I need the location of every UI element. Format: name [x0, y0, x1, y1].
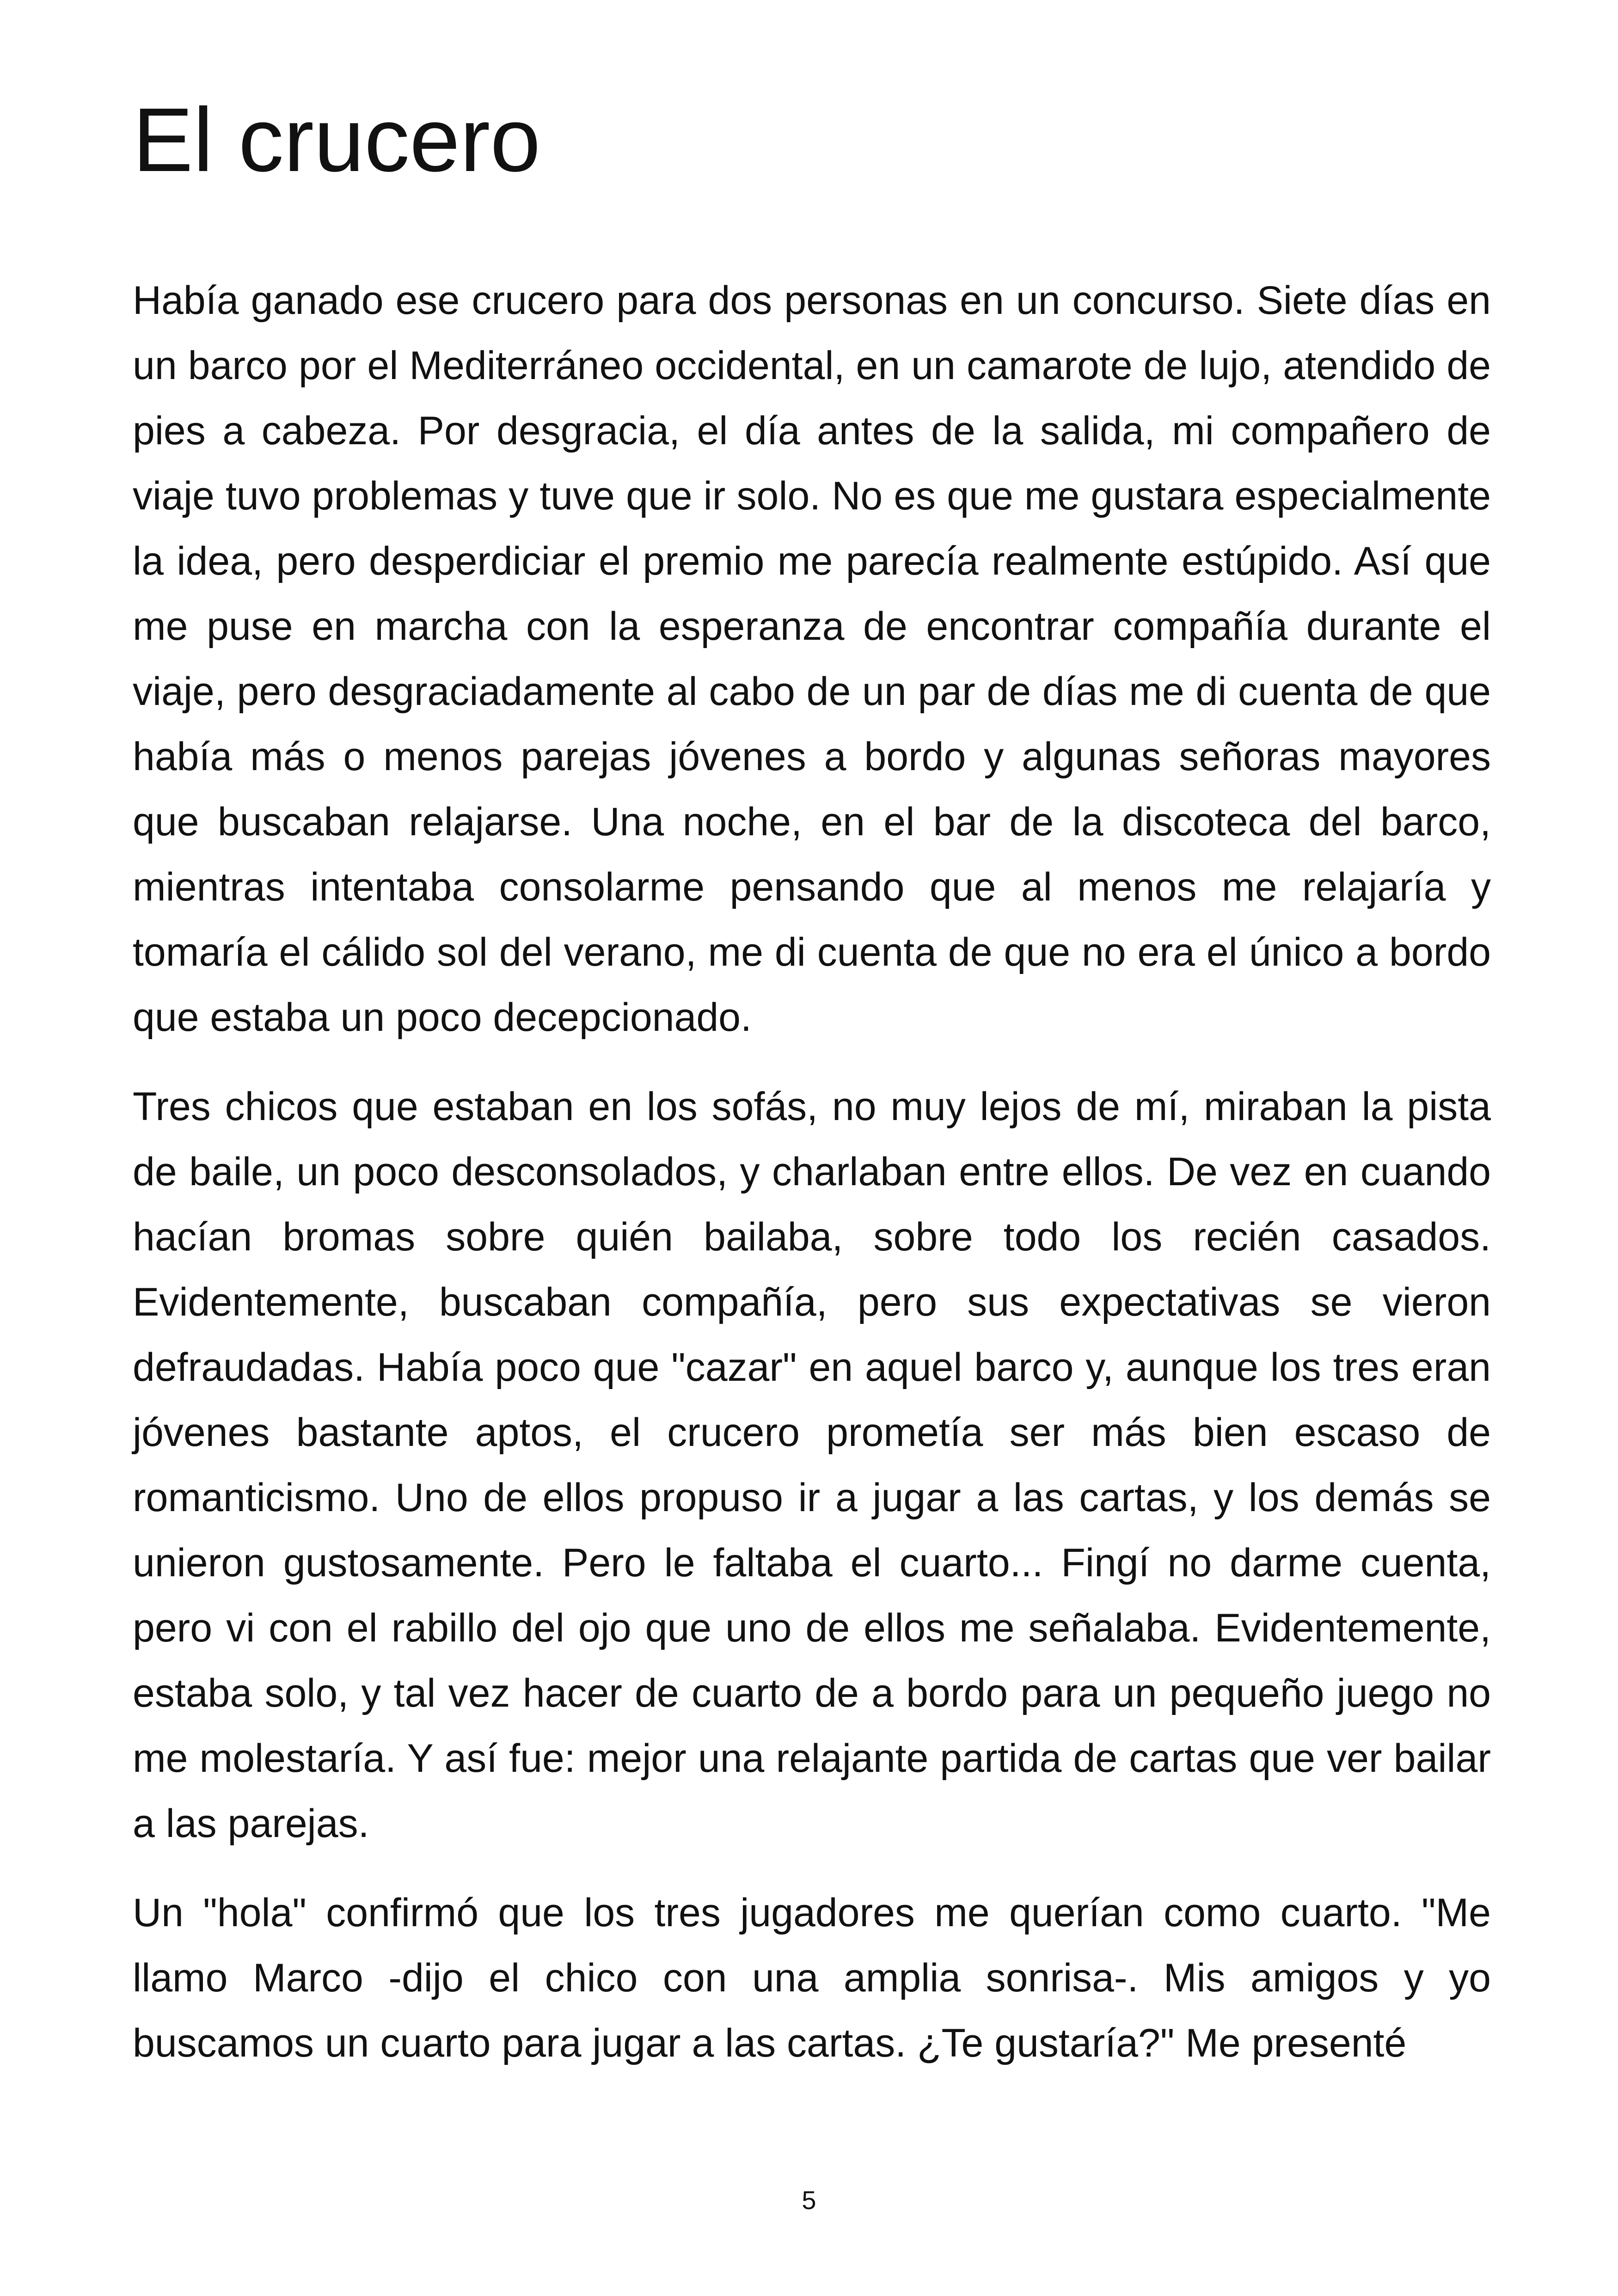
- page-number: 5: [802, 2186, 816, 2215]
- page-title: El crucero: [133, 89, 541, 190]
- paragraph-1: Había ganado ese crucero para dos personas en un concurso. Siete días en un barco por el Mediterráneo occidental, en un camarote de lujo, atendido de pies a cabeza. Por desgracia, el día antes de la salida, mi compañero de viaje tuvo problemas y tuve que ir solo. No es que me gustara especialmente la idea, pero desperdiciar el premio me parecía realmente estúpido. Así que me puse en marcha con la esperanza de encontrar compañía durante el viaje, pero desgraciadamente al cabo de un par de días me di cuenta de que había más o menos parejas jóvenes a bordo y algunas señoras mayores que buscaban relajarse. Una noche, en el bar de la discoteca del barco, mientras intentaba consolarme pensando que al menos me relajaría y tomaría el cálido sol del verano, me di cuenta de que no era el único a bordo que estaba un poco decepcionado.: [133, 278, 1491, 1040]
- paragraph-3: Un "hola" confirmó que los tres jugadores me querían como cuarto. "Me llamo Marco -dijo el chico con una amplia sonrisa-. Mis amigos y yo buscamos un cuarto para jugar a las cartas. ¿Te gustaría?" Me presenté: [133, 1891, 1491, 2065]
- body-text: [133, 268, 1491, 2100]
- paragraph-2: Tres chicos que estaban en los sofás, no muy lejos de mí, miraban la pista de baile, un poco desconsolados, y charlaban entre ellos. De vez en cuando hacían bromas sobre quién bailaba, sobre todo los recién casados. Evidentemente, buscaban compañía, pero sus expectativas se vieron defraudadas. Había poco que "cazar" en aquel barco y, aunque los tres eran jóvenes bastante aptos, el crucero prometía ser más bien escaso de romanticismo. Uno de ellos propuso ir a jugar a las cartas, y los demás se unieron gustosamente. Pero le faltaba el cuarto... Fingí no darme cuenta, pero vi con el rabillo del ojo que uno de ellos me señalaba. Evidentemente, estaba solo, y tal vez hacer de cuarto de a bordo para un pequeño juego no me molestaría. Y así fue: mejor una relajante partida de cartas que ver bailar a las parejas.: [133, 1084, 1491, 1846]
